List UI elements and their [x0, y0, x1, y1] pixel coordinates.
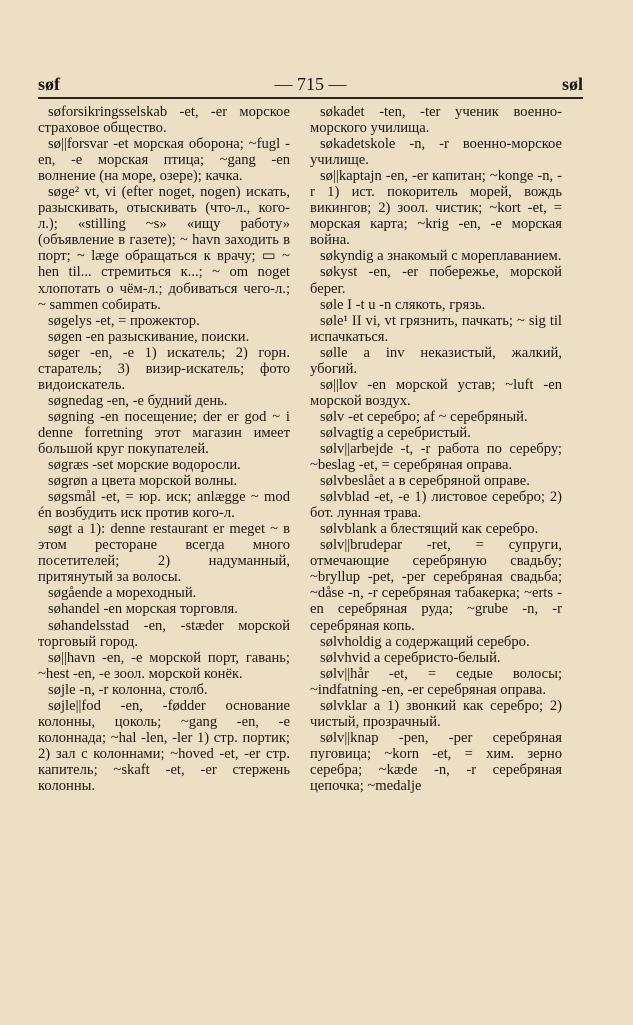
dictionary-entry: sø||forsvar -et морская оборона; ~fugl -en, -e морская птица; ~gang -en волнение (на море, озере); качка. [38, 136, 290, 185]
dictionary-entry: søgning -en посещение; der er god ~ i denne forretning этот магазин имеет большой круг покупателей. [38, 408, 290, 457]
left-column [38, 104, 290, 794]
dictionary-entry: sølv||hår -et, = седые волосы; ~indfatning -en, -er серебряная оправа. [310, 665, 562, 698]
dictionary-entry: søgående a мореходный. [48, 585, 197, 602]
dictionary-entry: søgelys -et, = прожектор. [48, 312, 200, 329]
dictionary-entry: søle I -t u -n слякоть, грязь. [320, 296, 486, 313]
dictionary-entry: søgræs -set морские водоросли. [48, 457, 241, 474]
dictionary-entry: sølvhvid a серебристо-белый. [320, 649, 501, 666]
dictionary-entry: sø||havn -en, -e морской порт, гавань; ~hest -en, -e зоол. морской конёк. [38, 649, 290, 682]
page-number: — 715 — [274, 74, 347, 94]
dictionary-entry: sølv||arbejde -t, -r работа по серебру; ~beslag -et, = серебряная оправа. [310, 440, 562, 474]
dictionary-entry: søjle -n, -r колонна, столб. [48, 681, 208, 698]
dictionary-entry: sølv||brudepar -ret, = супруги, отмечающие серебряную свадьбу; ~bryllup -pet, -per серебряная свадьба; ~dåse -n, -r серебряная табакерка; ~erts -en серебряная руда; ~grube -n, -r серебряная копь. [310, 537, 562, 634]
dictionary-entry: sølvbeslået a в серебряной оправе. [320, 473, 530, 490]
dictionary-entry: sølvblank a блестящий как серебро. [320, 521, 539, 538]
header-right-guideword: søl [561, 74, 583, 94]
dictionary-entry: søkadetskole -n, -r военно-морское училище. [310, 136, 562, 169]
dictionary-entry: søge² vt, vi (efter noget, nogen) искать, разыскивать, отыскивать (что-л., кого-л.); «stilling ~s» «ищу работу» (объявление в газете); ~ havn заходить в порт; ~ læge обращаться к врачу; ▭ ~ hen til... стремиться к...; ~ om noget хлопотать о чём-л.; добиваться чего-л.; ~ sammen собирать. [38, 184, 290, 313]
dictionary-entry: sølv -et серебро; af ~ серебряный. [320, 408, 528, 425]
dictionary-entry: søger -en, -e 1) искатель; 2) горн. старатель; 3) визир-искатель; фото видоискатель. [38, 344, 290, 393]
dictionary-entry: søhandel -en морская торговля. [48, 601, 238, 618]
dictionary-entry: søjle||fod -en, -fødder основание колонны, цоколь; ~gang -en, -e колоннада; ~hal -len, -ler 1) стр. портик; 2) зал с колоннами; ~hoved -et, -er стр. капитель; ~skaft -et, -er стержень колонны. [38, 697, 290, 794]
dictionary-entry: sølle a inv неказистый, жалкий, убогий. [310, 344, 562, 377]
dictionary-entry: søgrøn a цвета морской волны. [48, 473, 238, 490]
dictionary-entry: søkadet -ten, -ter ученик военно-морского училища. [310, 104, 562, 137]
dictionary-entry: søgen -en разыскивание, поиски. [48, 328, 250, 345]
dictionary-entry: søforsikringsselskab -et, -er морское страховое общество. [38, 104, 290, 137]
dictionary-entry: sø||lov -en морской устав; ~luft -en морской воздух. [310, 376, 562, 409]
dictionary-entry: søgnedag -en, -e будний день. [48, 392, 228, 409]
dictionary-entry: sølvagtig a серебристый. [320, 424, 471, 441]
dictionary-entry: søgsmål -et, = юр. иск; anlægge ~ mod én возбудить иск против кого-л. [38, 489, 290, 522]
dictionary-entry: sølv||knap -pen, -per серебряная пуговица; ~korn -et, = хим. зерно серебра; ~kæde -n, -r серебряная цепочка; ~medalje [310, 729, 562, 794]
dictionary-entry: søle¹ II vi, vt грязнить, пачкать; ~ sig til испачкаться. [310, 312, 562, 345]
dictionary-entry: sølvholdig a содержащий серебро. [320, 633, 530, 650]
page-header [38, 70, 583, 98]
dictionary-entry: søkyst -en, -er побережье, морской берег. [310, 264, 562, 297]
header-rule [38, 97, 583, 99]
dictionary-entry: sølvblad -et, -e 1) листовое серебро; 2) бот. лунная трава. [310, 489, 562, 522]
dictionary-entry: søkyndig a знакомый с мореплаванием. [320, 248, 562, 265]
dictionary-entry: søhandelsstad -en, -stæder морской торговый город. [38, 617, 290, 650]
right-column [310, 104, 562, 794]
dictionary-entry: søgt a 1): denne restaurant er meget ~ в этом ресторане всегда много посетителей; 2) надуманный, притянутый за волосы. [38, 521, 290, 586]
dictionary-entry: sølvklar a 1) звонкий как серебро; 2) чистый, прозрачный. [310, 697, 562, 730]
header-left-guideword: søf [38, 74, 60, 94]
dictionary-entry: sø||kaptajn -en, -er капитан; ~konge -n, -r 1) ист. покоритель морей, вождь викингов; 2) зоол. чистик; ~kort -et, = морская карта; ~krig -en, -e морская война. [310, 168, 562, 249]
